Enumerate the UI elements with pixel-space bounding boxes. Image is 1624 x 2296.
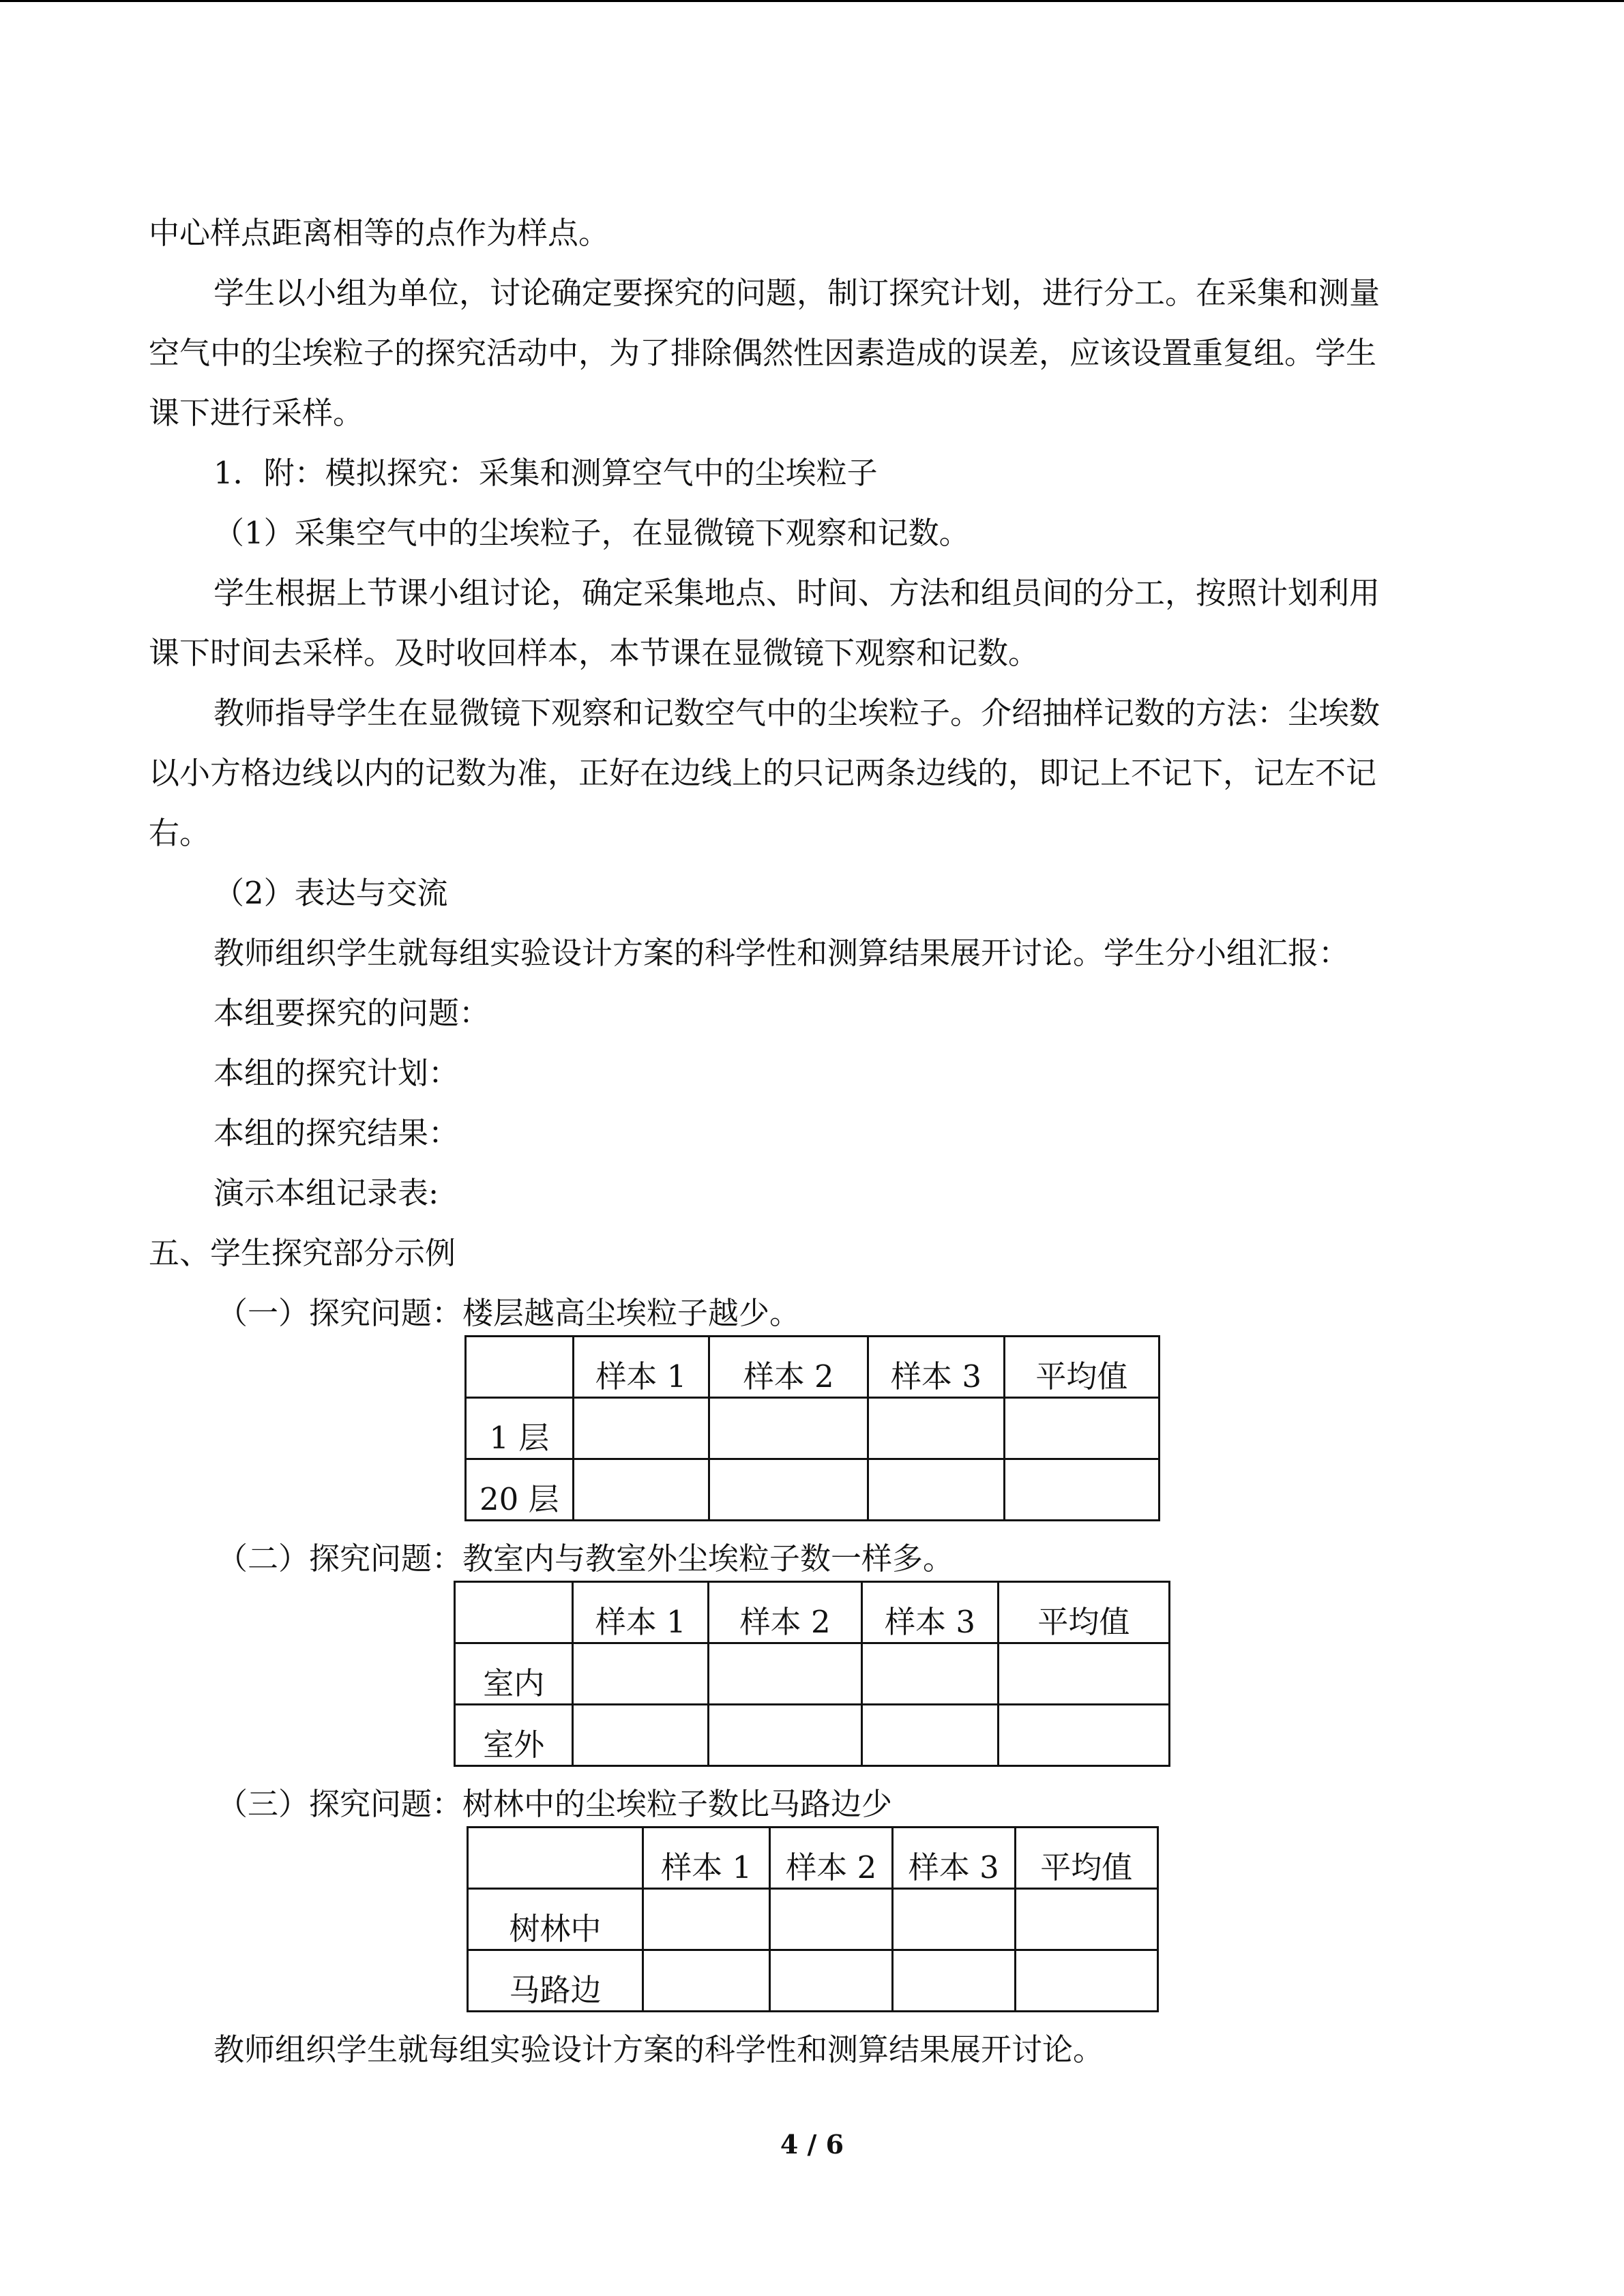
paragraph-line: 中心样点距离相等的点作为样点。: [149, 215, 610, 251]
data-cell: [573, 1643, 709, 1705]
header-cell: 平均值: [998, 1582, 1169, 1643]
data-cell: [868, 1398, 1004, 1459]
data-cell: [893, 1889, 1016, 1950]
data-cell: [573, 1459, 709, 1521]
paragraph-line: 课下进行采样。: [149, 395, 364, 431]
example-question: （三）探究问题：树林中的尘埃粒子数比马路边少: [217, 1786, 893, 1822]
data-cell: [709, 1459, 868, 1521]
row-label: 1 层: [466, 1398, 574, 1459]
paragraph-line: 课下时间去采样。及时收回样本，本节课在显微镜下观察和记数。: [149, 635, 1039, 671]
data-cell: [770, 1889, 893, 1950]
data-cell: [998, 1643, 1169, 1705]
row-label: 20 层: [466, 1459, 574, 1521]
table-floors: [464, 1335, 1160, 1521]
header-cell: 样本 1: [643, 1828, 770, 1889]
data-cell: [708, 1705, 861, 1766]
paragraph-line: 教师指导学生在显微镜下观察和记数空气中的尘埃粒子。介绍抽样记数的方法：尘埃数: [213, 695, 1381, 731]
header-cell: 样本 2: [709, 1337, 868, 1398]
header-cell: 平均值: [1015, 1828, 1157, 1889]
table-row: [466, 1398, 1160, 1459]
header-cell: [466, 1337, 574, 1398]
header-cell: 样本 1: [573, 1337, 709, 1398]
header-cell: 样本 3: [862, 1582, 999, 1643]
header-cell: [455, 1582, 573, 1643]
header-cell: [468, 1828, 643, 1889]
top-border-line: [0, 0, 1624, 2]
section-heading: 1．附：模拟探究：采集和测算空气中的尘埃粒子: [213, 455, 878, 491]
data-cell: [998, 1705, 1169, 1766]
page-number: 4 / 6: [780, 2129, 844, 2160]
paragraph-line: 学生以小组为单位，讨论确定要探究的问题，制订探究计划，进行分工。在采集和测量: [213, 275, 1381, 311]
paragraph-line: 教师组织学生就每组实验设计方案的科学性和测算结果展开讨论。: [213, 2031, 1104, 2068]
data-cell: [643, 1950, 770, 2012]
table-row: [466, 1459, 1160, 1521]
table-classroom: [454, 1581, 1170, 1767]
table-header-row: [455, 1582, 1170, 1643]
paragraph-line: 教师组织学生就每组实验设计方案的科学性和测算结果展开讨论。学生分小组汇报：: [213, 935, 1350, 971]
data-cell: [573, 1705, 709, 1766]
data-cell: [770, 1950, 893, 2012]
data-cell: [708, 1643, 861, 1705]
example-question: （二）探究问题：教室内与教室外尘埃粒子数一样多。: [217, 1540, 954, 1577]
data-cell: [893, 1950, 1016, 2012]
header-cell: 样本 3: [893, 1828, 1016, 1889]
data-cell: [1015, 1889, 1157, 1950]
section-heading: 五、学生探究部分示例: [149, 1235, 456, 1271]
paragraph-line: 演示本组记录表:: [213, 1175, 439, 1211]
paragraph-line: 本组的探究结果：: [213, 1115, 460, 1151]
row-label: 马路边: [468, 1950, 643, 2012]
paragraph-line: 以小方格边线以内的记数为准，正好在边线上的只记两条边线的，即记上不记下，记左不记: [149, 755, 1377, 791]
paragraph-line: 本组的探究计划：: [213, 1055, 460, 1091]
table-row: [468, 1889, 1158, 1950]
row-label: 室内: [455, 1643, 573, 1705]
table-header-row: [468, 1828, 1158, 1889]
subsection-heading: （2）表达与交流: [213, 875, 448, 911]
paragraph-line: 本组要探究的问题：: [213, 995, 490, 1031]
table-row: [455, 1643, 1170, 1705]
header-cell: 平均值: [1004, 1337, 1159, 1398]
paragraph-line: 右。: [149, 815, 211, 851]
table-header-row: [466, 1337, 1160, 1398]
header-cell: 样本 2: [708, 1582, 861, 1643]
data-cell: [1004, 1459, 1159, 1521]
paragraph-line: 学生根据上节课小组讨论，确定采集地点、时间、方法和组员间的分工，按照计划利用: [213, 575, 1381, 611]
data-cell: [862, 1705, 999, 1766]
data-cell: [1004, 1398, 1159, 1459]
row-label: 树林中: [468, 1889, 643, 1950]
data-cell: [643, 1889, 770, 1950]
table-row: [455, 1705, 1170, 1766]
row-label: 室外: [455, 1705, 573, 1766]
table-row: [468, 1950, 1158, 2012]
header-cell: 样本 1: [573, 1582, 709, 1643]
subsection-heading: （1）采集空气中的尘埃粒子，在显微镜下观察和记数。: [213, 515, 970, 551]
example-question: （一）探究问题：楼层越高尘埃粒子越少。: [217, 1295, 801, 1331]
data-cell: [1015, 1950, 1157, 2012]
table-forest: [467, 1826, 1159, 2012]
data-cell: [868, 1459, 1004, 1521]
paragraph-line: 空气中的尘埃粒子的探究活动中，为了排除偶然性因素造成的误差，应该设置重复组。学生: [149, 335, 1377, 371]
data-cell: [573, 1398, 709, 1459]
header-cell: 样本 2: [770, 1828, 893, 1889]
data-cell: [862, 1643, 999, 1705]
data-cell: [709, 1398, 868, 1459]
header-cell: 样本 3: [868, 1337, 1004, 1398]
